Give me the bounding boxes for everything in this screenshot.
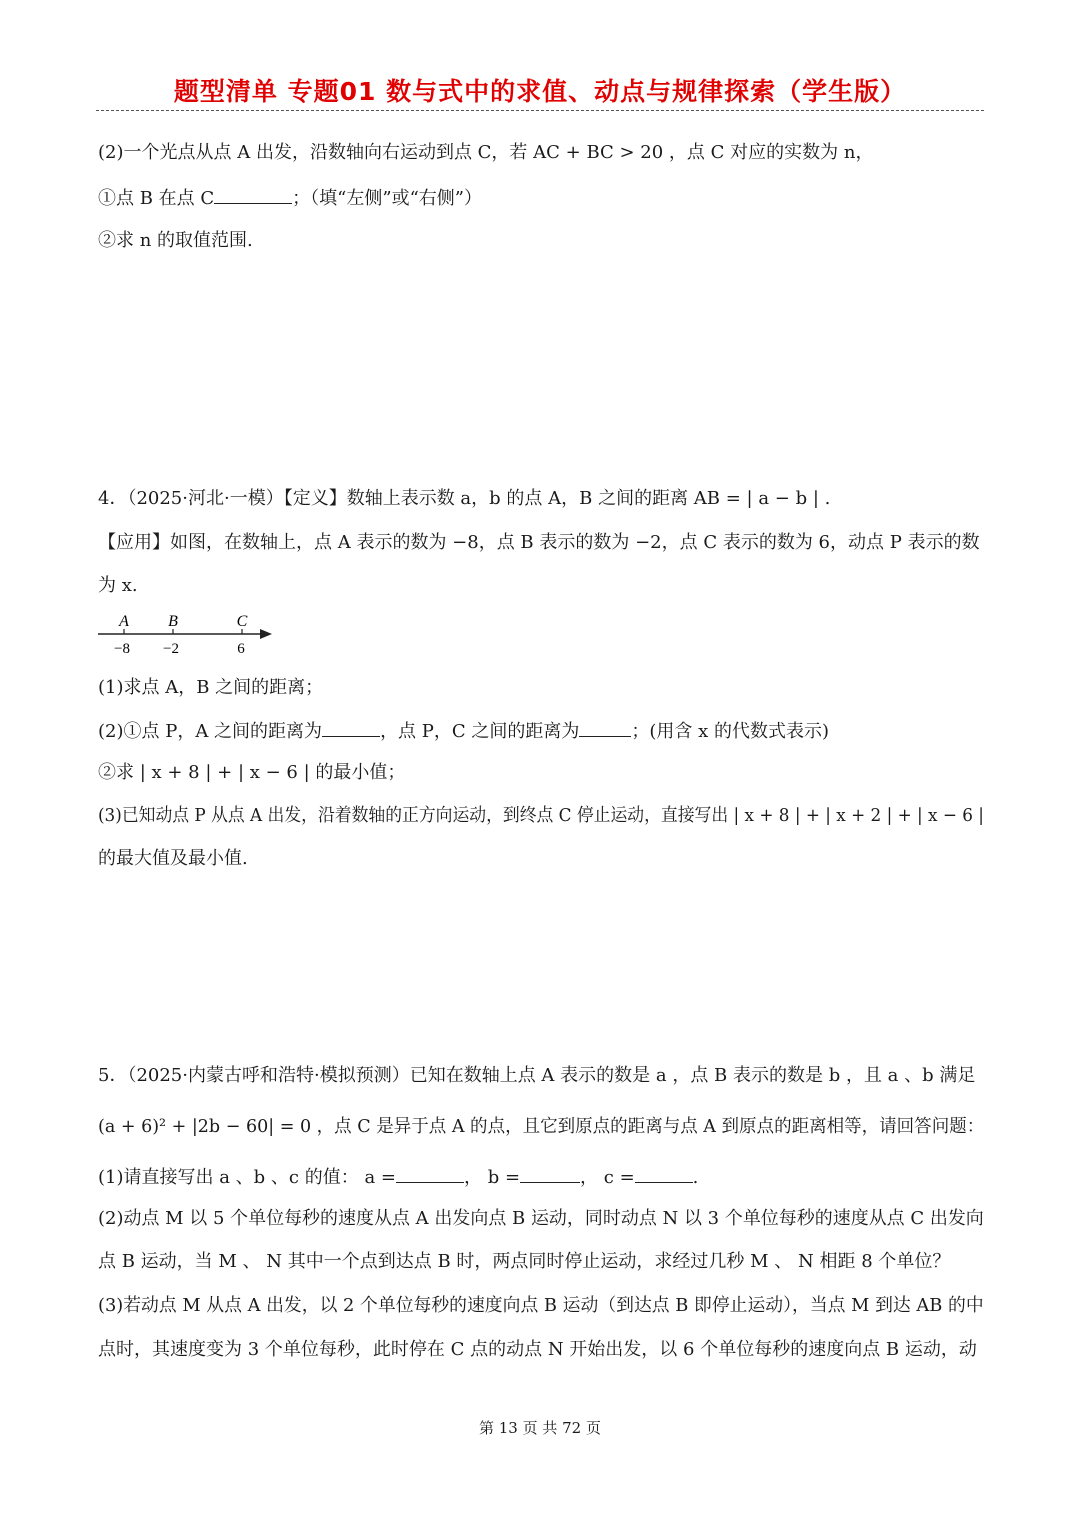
p3-sub1-hint: ；（填“左侧”或“右侧”） xyxy=(292,188,482,209)
p4-intro: 4．（2025·河北·一模）【定义】数轴上表示数 a，b 的点 A，B 之间的距离 AB = | a − b | . xyxy=(98,488,831,509)
p5-q1-blank-b[interactable] xyxy=(520,1164,580,1183)
p3-sub1 xyxy=(98,185,984,211)
p5-q3-line2: 点时，其速度变为 3 个单位每秒，此时停在 C 点的动点 N 开始出发，以 6 个单位每秒的速度向点 B 运动，动 xyxy=(98,1339,977,1360)
p5-q1-text-b: ， b = xyxy=(463,1167,521,1188)
p5-q3-line1: (3)若动点 M 从点 A 出发，以 2 个单位每秒的速度向点 B 运动（到达点 B 即停止运动），当点 M 到达 AB 的中 xyxy=(98,1295,984,1316)
p5-q1-blank-c[interactable] xyxy=(635,1164,693,1183)
p3-sub1-blank[interactable] xyxy=(214,185,292,204)
p4-apply-line1: 【应用】如图，在数轴上，点 A 表示的数为 −8，点 B 表示的数为 −2，点 C 表示的数为 6，动点 P 表示的数 xyxy=(98,532,980,553)
p3-sub1-text: ①点 B 在点 C xyxy=(98,188,215,209)
p5-q2-line1: (2)动点 M 以 5 个单位每秒的速度从点 A 出发向点 B 运动，同时动点 N 以 3 个单位每秒的速度从点 C 出发向 xyxy=(98,1208,984,1229)
p4-q2 xyxy=(98,718,984,744)
number-line-figure xyxy=(96,608,286,658)
p5-q1-end: . xyxy=(692,1167,699,1188)
p4-q3-line1: (3)已知动点 P 从点 A 出发，沿着数轴的正方向运动，到终点 C 停止运动，直接写出 | x + 8 | + | x + 2 | + | x − 6 | xyxy=(98,805,984,826)
label-a: A xyxy=(119,613,129,630)
value-b: −2 xyxy=(163,641,179,657)
p4-q3-line2: 的最大值及最小值. xyxy=(98,848,248,869)
p5-q1-blank-a[interactable] xyxy=(396,1164,464,1183)
number-line-arrow xyxy=(260,629,272,639)
page-number: 第 13 页 共 72 页 xyxy=(478,1419,601,1437)
p3-sub2: ②求 n 的取值范围. xyxy=(98,230,253,251)
label-b: B xyxy=(168,613,178,630)
value-a: −8 xyxy=(114,641,130,657)
page-title: 题型清单 专题01 数与式中的求值、动点与规律探索（学生版） xyxy=(173,77,907,106)
p3-part2: (2)一个光点从点 A 出发，沿数轴向右运动到点 C，若 AC + BC > 20 ，点 C 对应的实数为 n， xyxy=(98,142,874,163)
p5-intro-line2: (a + 6)² + |2b − 60| = 0 ，点 C 是异于点 A 的点，且它到原点的距离与点 A 到原点的距离相等，请回答问题： xyxy=(98,1116,985,1137)
p5-q1 xyxy=(98,1164,984,1190)
p4-q2-blank-1[interactable] xyxy=(322,718,380,737)
p4-q2-text-a: (2)①点 P，A 之间的距离为 xyxy=(98,721,323,742)
header-divider xyxy=(96,110,984,111)
p4-q2-sub2: ②求 | x + 8 | + | x − 6 | 的最小值； xyxy=(98,762,406,783)
p4-q2-blank-2[interactable] xyxy=(579,718,631,737)
p5-intro-line1: 5．（2025·内蒙古呼和浩特·模拟预测）已知在数轴上点 A 表示的数是 a ，点 B 表示的数是 b ，且 a 、b 满足 xyxy=(98,1065,976,1086)
value-c: 6 xyxy=(237,641,245,657)
p4-q2-text-c: ；(用含 x 的代数式表示) xyxy=(631,721,830,742)
p5-q2-line2: 点 B 运动，当 M 、 N 其中一个点到达点 B 时，两点同时停止运动，求经过几秒 M 、 N 相距 8 个单位？ xyxy=(98,1251,951,1272)
p4-apply-line2: 为 x. xyxy=(98,575,138,596)
label-c: C xyxy=(236,613,248,630)
p4-q2-text-b: ，点 P，C 之间的距离为 xyxy=(380,721,580,742)
p4-q1: (1)求点 A，B 之间的距离； xyxy=(98,677,324,698)
p5-q1-text-c: ， c = xyxy=(580,1167,635,1188)
p5-q1-text-a: (1)请直接写出 a 、b 、c 的值： a = xyxy=(98,1167,396,1188)
